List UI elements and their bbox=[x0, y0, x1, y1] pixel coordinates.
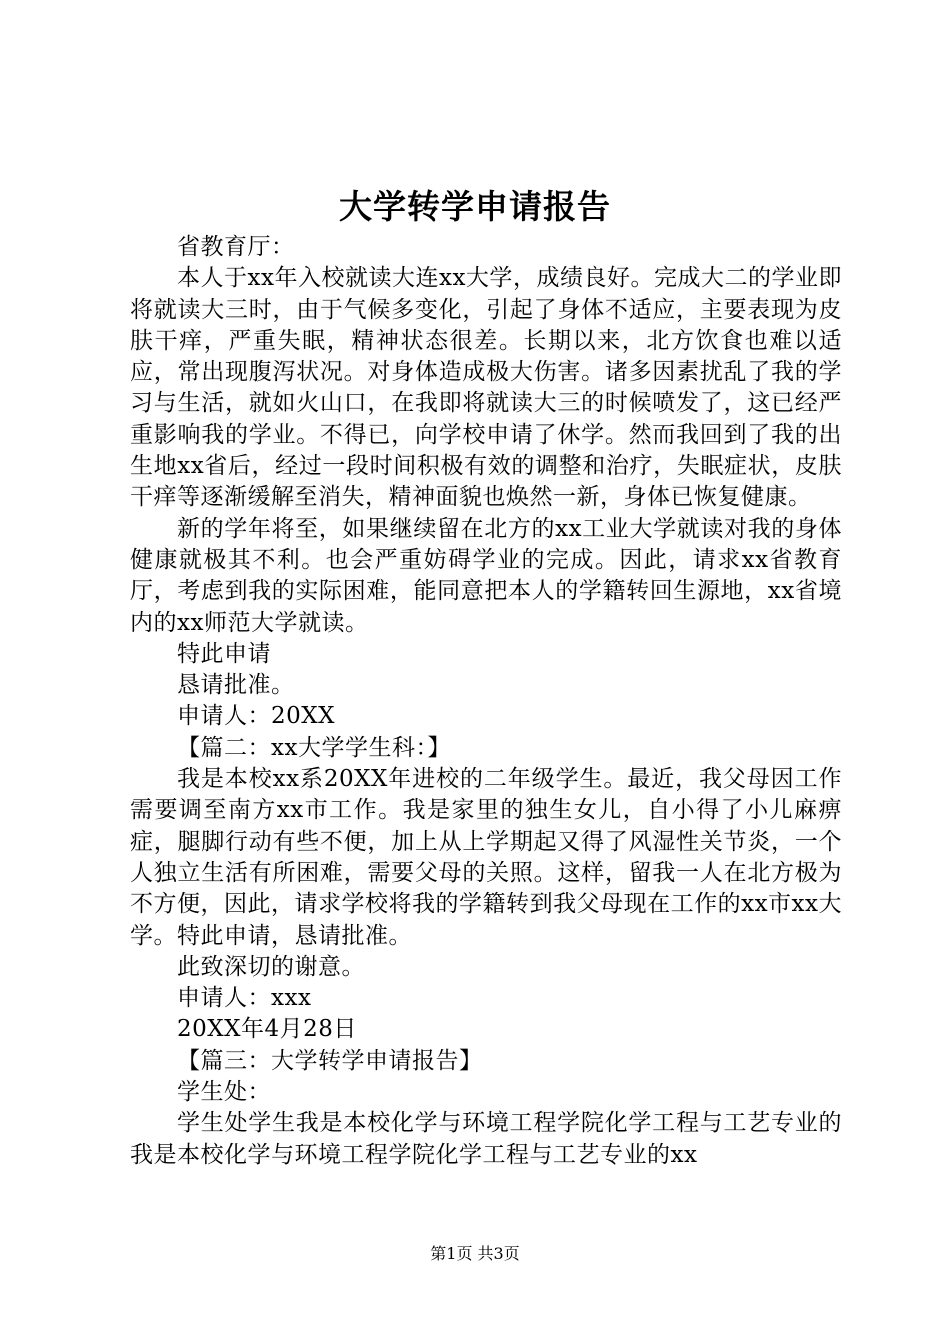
section-heading: 【篇三：大学转学申请报告】 bbox=[177, 1047, 483, 1074]
closing-line: 此致深切的谢意。 bbox=[177, 953, 365, 980]
date-line: 20XX年4月28日 bbox=[177, 1016, 357, 1043]
document-body bbox=[130, 232, 842, 1171]
document-title: 大学转学申请报告 bbox=[339, 187, 611, 226]
salutation: 省教育厅： bbox=[177, 234, 295, 260]
closing-line: 特此申请 bbox=[177, 640, 271, 667]
body-paragraph: 本人于xx年入校就读大连xx大学，成绩良好。完成大二的学业即将就读大三时，由于气候多变化，引起了身体不适应，主要表现为皮肤干痒，严重失眠，精神状态很差。长期以来，北方饮食也难以适应，常出现腹泻状况。对身体造成极大伤害。诸多因素扰乱了我的学习与生活，就如火山口，在我即将就读大三的时候喷发了，这已经严重影响我的学业。不得已，向学校申请了休学。然而我回到了我的出生地xx省后，经过一段时间积极有效的调整和治疗，失眠症状，皮肤干痒等逐渐缓解至消失，精神面貌也焕然一新，身体已恢复健康。 bbox=[130, 265, 842, 511]
applicant-line: 申请人：xxx bbox=[177, 985, 312, 1012]
body-paragraph: 学生处学生我是本校化学与环境工程学院化学工程与工艺专业的我是本校化学与环境工程学院化学工程与工艺专业的xx bbox=[130, 1110, 842, 1168]
closing-line: 恳请批准。 bbox=[177, 672, 295, 699]
page-footer: 第1页 共3页 bbox=[430, 1244, 520, 1263]
body-paragraph: 我是本校xx系20XX年进校的二年级学生。最近，我父母因工作需要调至南方xx市工作。我是家里的独生女儿，自小得了小儿麻痹症，腿脚行动有些不便，加上从上学期起又得了风湿性关节炎，一个人独立生活有所困难，需要父母的关照。这样，留我一人在北方极为不方便，因此，请求学校将我的学籍转到我父母现在工作的xx市xx大学。特此申请，恳请批准。 bbox=[130, 766, 842, 949]
body-paragraph: 新的学年将至，如果继续留在北方的xx工业大学就读对我的身体健康就极其不利。也会严重妨碍学业的完成。因此，请求xx省教育厅，考虑到我的实际困难，能同意把本人的学籍转回生源地，xx省境内的xx师范大学就读。 bbox=[130, 515, 842, 636]
applicant-line: 申请人：20XX bbox=[177, 703, 336, 730]
salutation: 学生处： bbox=[177, 1079, 271, 1106]
section-heading: 【篇二：xx大学学生科：】 bbox=[177, 734, 451, 761]
